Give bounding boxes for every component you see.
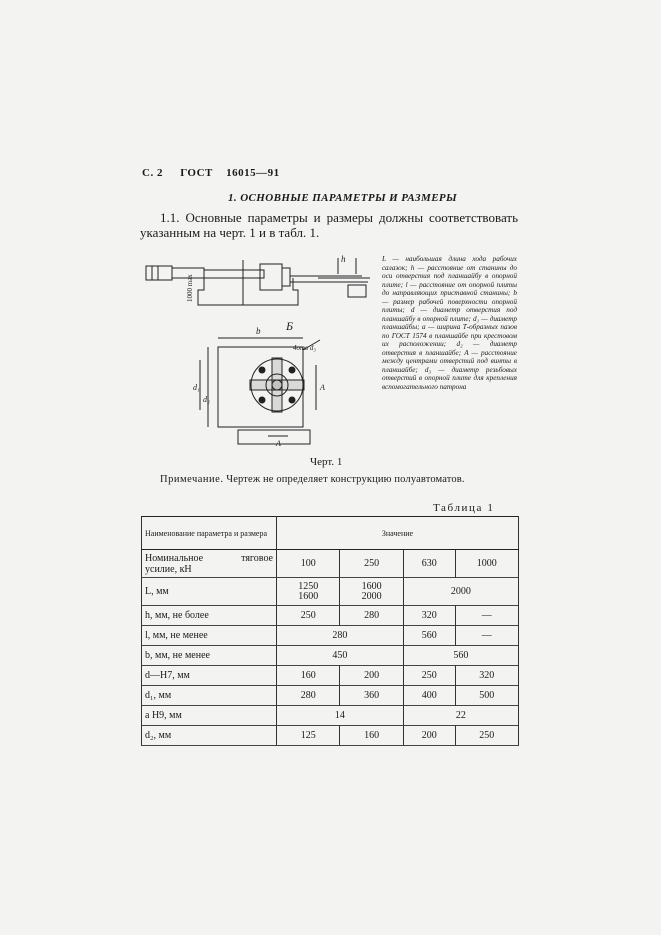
drawing-legend: L — наибольшая длина хода рабочих салазок; h — расстояние от станины до оси отверстия под планшайбу в опорной плите; l — расстояние от опорной плиты до направляющих приставной станины; b — размер рабочей поверхности опорной плиты; d — диаметр отверстия под планшайбу в опорной плите; d₁ — диаметр планшайбы; a — ширина Т-образных пазов по ГОСТ 1574 в планшайбе при крестовом их расположении; d₂ — диаметр отверстия в планшайбе; A — расстояние между центрами отверстий под винты в планшайбе; d₃ — диаметр резьбовых отверстий в опорной плите для крепления вспомогательного патрона [382,255,517,391]
table-row [142,726,519,746]
cell: 22 [403,706,518,726]
cell: 2000 [403,578,518,606]
cell: 200 [340,666,403,686]
page-number: С. 2 [142,167,163,179]
paragraph-line-1: 1.1. Основные параметры и размеры должны соответствовать [160,210,518,225]
row-name-d1: d₁, мм [142,686,277,706]
row-name-force: Номинальное тяговое усилие, кН [142,550,277,578]
cell: 250 [403,666,455,686]
table-row [142,550,519,578]
dim-a-bottom-label: A [276,439,281,448]
table-header-row [142,517,519,550]
cell: 160 [340,726,403,746]
row-name-a: a H9, мм [142,706,277,726]
parameters-table [141,516,519,746]
page-header [142,167,280,179]
cell: 125 [277,726,340,746]
table-row [142,626,519,646]
table-row [142,646,519,666]
row-name-b: b, мм, не менее [142,646,277,666]
cell: 450 [277,646,404,666]
table-row [142,666,519,686]
cell: 1000 [455,550,518,578]
cell: — [455,606,518,626]
table-row [142,706,519,726]
drawing-note [160,474,465,485]
header-parameter: Наименование параметра и размера [142,517,277,550]
row-name-d: d—H7, мм [142,666,277,686]
cell: 14 [277,706,404,726]
table-row [142,686,519,706]
cell: 560 [403,646,518,666]
header-value: Значение [277,517,519,550]
note-text: Чертеж не определяет конструкцию полуавтоматов. [226,474,465,485]
dim-h-label: h [341,254,346,264]
figure-caption: Черт. 1 [310,456,343,468]
table-row [142,606,519,626]
cell: 280 [340,606,403,626]
technical-drawing [138,250,378,450]
cell: 560 [403,626,455,646]
row-name-L: L, мм [142,578,277,606]
drawing-end-cap [146,266,172,280]
paragraph-1-1 [140,210,518,240]
cell: 360 [340,686,403,706]
standard-number: 16015—91 [226,167,280,179]
section-title: 1. ОСНОВНЫЕ ПАРАМЕТРЫ И РАЗМЕРЫ [228,192,458,204]
cell: 280 [277,626,404,646]
view-label-b: Б [286,319,294,333]
note-lead: Примечание. [160,474,224,485]
cell: 250 [340,550,403,578]
cell: 280 [277,686,340,706]
cell: 1600 2000 [340,578,403,606]
cell: — [455,626,518,646]
cell: 250 [277,606,340,626]
cell: 1250 1600 [277,578,340,606]
cell: 500 [455,686,518,706]
cell: 100 [277,550,340,578]
dim-a-label: A [320,383,325,392]
row-name-h: h, мм, не более [142,606,277,626]
standard-label: ГОСТ [180,167,213,179]
table-row [142,578,519,606]
height-dim-label: 1000 max [186,274,194,302]
cell: 250 [455,726,518,746]
cell: 160 [277,666,340,686]
cell: 400 [403,686,455,706]
cell: 320 [455,666,518,686]
drawing-base [198,278,298,305]
paragraph-line-2: указанным на черт. 1 и в табл. 1. [140,225,320,240]
dim-d1-label: d₁ [193,383,200,392]
cell: 200 [403,726,455,746]
row-name-l: l, мм, не менее [142,626,277,646]
row-name-d2: d₂, мм [142,726,277,746]
cell: 630 [403,550,455,578]
dim-b-label: b [256,326,261,336]
holes-note-label: 4отв d₃ [293,344,316,352]
dim-d2-label: d₂ [203,395,210,404]
table-label: Таблица 1 [433,502,495,514]
cell: 320 [403,606,455,626]
